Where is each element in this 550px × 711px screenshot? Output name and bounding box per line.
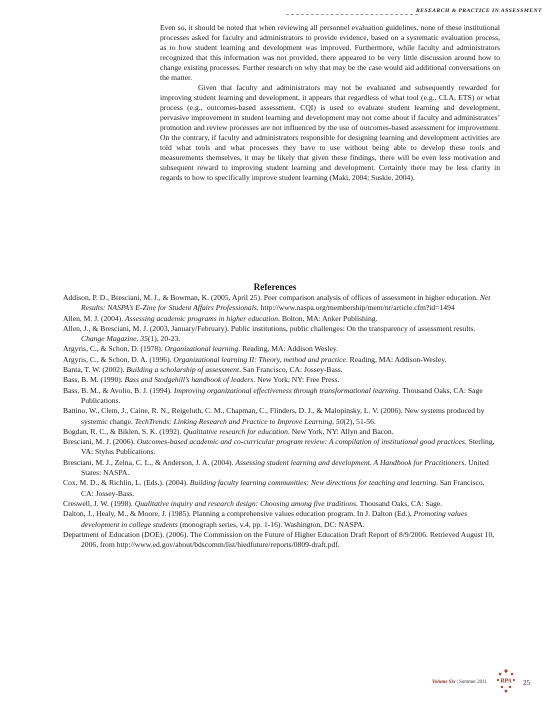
reference-title: Organizational learning [164,344,239,354]
reference-title: Assessing academic programs in higher education [125,313,279,323]
reference-title: Building faculty learning communities: New directions for teaching and learning [189,478,437,488]
references-list [63,293,495,550]
references-heading: References [253,282,297,292]
reference-text: Battino, W., Clem, J., Caine, R. N., Reigeluth, C. M., Chapman, C., Flinders, D. J., & Malopinsky, L. V. (2006). New systems produced by systemic change. [63,406,485,426]
reference-text: Argyris, C., & Schon, D. (1978). [63,344,165,354]
reference-text: . United States: NASPA. [81,457,489,478]
reference-entry [63,499,495,509]
reference-entry [63,406,495,427]
reference-text: . New York, NY: Free Press. [253,375,340,385]
reference-title: Qualitative research for education [183,426,288,436]
reference-title: Bass and Stodgehill’s handbook of leaders [124,375,254,385]
running-header [0,8,550,22]
reference-title: Net Results: NASPA’s E-Zine for Student Affairs Professionals [81,293,491,313]
body-paragraph-2: Given that faculty and administrators may not be evaluated and subsequently rewarded for improving student learning and development, it appears that regardless of what tool (e.g., CLA, ETS) or what process (e.g., outcomes-based assessment, CQI) is used to evaluate student learning and development, pervasive improvement in student learning and development may not come about if faculty and administrators’ promotion and review processes are not influenced by the use of outcomes-based assessment for improvement. On the contrary, if faculty and administrators responsible for designing learning and development activities are told what tools and what processes they have to use without being able to develop these tools and measurements themselves, it may be likely that given these findings, there will be even less motivation and subsequent reward to improving student learning and development. Certainly there may be less clarity in regards to how to specifically improve student learning (Maki, 2004; Suskie, 2004). [160,83,500,182]
journal-logo-icon [495,668,517,694]
reference-text: Department of Education (DOE). (2006). The Commission on the Future of Higher Education Draft Report of 8/9/2006. Retrieved August 10, 2006, from http://www.ed.gov/about/bdscomm/list/hiedfuture/reports/0809-draft.pdf. [63,529,495,550]
reference-text: . Reading, MA: Addison-Wesley. [345,354,447,364]
reference-title: TechTrends: Linking Research and Practice to Improve Learning, 50 [134,416,344,426]
reference-text: Bresciani, M. J. (2006). [63,437,137,447]
reference-entry [63,314,495,324]
reference-text: Argyris, C., & Schon, D. A. (1996). [63,354,174,364]
page-number: 25 [523,679,530,687]
article-body [160,23,500,183]
issue-info [432,680,487,685]
reference-text: Addison, P. D., Bresciani, M. J., & Bowman, K. (2005, April 25). Peer comparison analysis of offices of assessment in higher education. [63,293,480,302]
reference-entry [63,458,495,479]
reference-entry [63,375,495,385]
reference-text: (2), 51-56. [343,416,376,426]
reference-text: Dalton, J., Healy, M., & Moore, J. (1985). Planning a comprehensive values education program. In J. Dalton (Ed.), [63,509,414,519]
reference-title: Building a scholarship of assessment [126,365,240,375]
reference-text: . New York, NY: Allyn and Bacon. [287,426,394,436]
reference-text: . http://www.naspa.org/membership/mem/nr/article.cfm?id=1494 [256,303,455,313]
reference-entry [63,530,495,551]
section-title: RESEARCH & PRACTICE IN ASSESSMENT [415,8,542,14]
reference-text: . Bolton, MA: Anker Publishing. [278,313,378,323]
reference-text: . Thousand Oaks, CA: Sage Publications. [81,385,483,405]
reference-entry [63,509,495,530]
reference-title: Improving organizational effectiveness through transformational learning [173,385,399,395]
reference-entry [63,365,495,375]
reference-text: Banta, T. W. (2002). [63,365,127,375]
reference-text: Bass, B. M. (1990). [63,375,125,385]
header-divider [286,14,418,15]
reference-text: Allen, J., & Bresciani, M. J. (2003, January/February). Public institutions, public challenges: On the transparency of assessment results. [63,323,476,333]
reference-text: . Sterling, VA: Stylus Publications. [81,437,495,457]
reference-text: Bogdan, R. C., & Biklen, S. K. (1992). [63,426,184,436]
reference-entry [63,437,495,458]
reference-text: . San Francisco, CA: Jossey-Bass. [239,365,343,375]
reference-title: Organizational learning II: Theory, method and practice [173,354,346,364]
body-paragraph-1: Even so, it should be noted that when reviewing all personnel evaluation guidelines, none of these institutional processes asked for faculty and administrators to provide evidence, based on a systematic evaluation process, as to how student learning and development was improved. Furthermore, while faculty and administrators recognized that this information was not provided, there appeared to be very little discussion around how to change existing processes. Further research on why that may be the case would aid additional conversations on the matter. [160,23,500,82]
reference-text: (monograph series, v.4, pp. 1-16). Washington, DC: NASPA. [177,519,365,529]
volume-label: Volume Six [432,680,456,685]
reference-entry [63,344,495,354]
reference-title: Change Magazine, 35 [81,334,148,344]
reference-title: Assessing student learning and development. A Handbook for Practitioners [235,457,465,467]
reference-text: . Reading, MA: Addison Wesley. [238,344,339,354]
logo-text: RPA [500,678,512,685]
reference-entry [63,355,495,365]
reference-entry [63,293,495,314]
reference-title: Promoting values development in college students [81,509,468,529]
reference-text: Allen, M. J. (2004). [63,313,126,323]
reference-title: Outcomes-based academic and co-curricular program review: A compilation of institutional good practices [136,437,465,447]
reference-text: Cox, M. D., & Richlin, L. (Eds.). (2004). [63,478,190,488]
reference-text: Creswell, J. W. (1998). [63,498,135,508]
reference-text: Bass, B. M., & Avolio, B. J. (1994). [63,385,174,395]
reference-entry [63,478,495,499]
page-footer [0,668,550,698]
reference-text: Bresciani, M. J., Zelna, C. L., & Anderson, J. A. (2004). [63,457,236,467]
reference-entry [63,386,495,407]
reference-text: . San Francisco, CA: Jossey-Bass. [81,478,485,498]
reference-text: . Thousand Oaks, CA: Sage. [356,498,443,508]
reference-entry [63,427,495,437]
issue-label: | Summer 2011 [455,680,487,685]
reference-entry [63,324,495,345]
reference-title: Qualitative inquiry and research design: Choosing among five traditions [134,498,357,508]
reference-text: (1), 20-23. [147,334,181,344]
